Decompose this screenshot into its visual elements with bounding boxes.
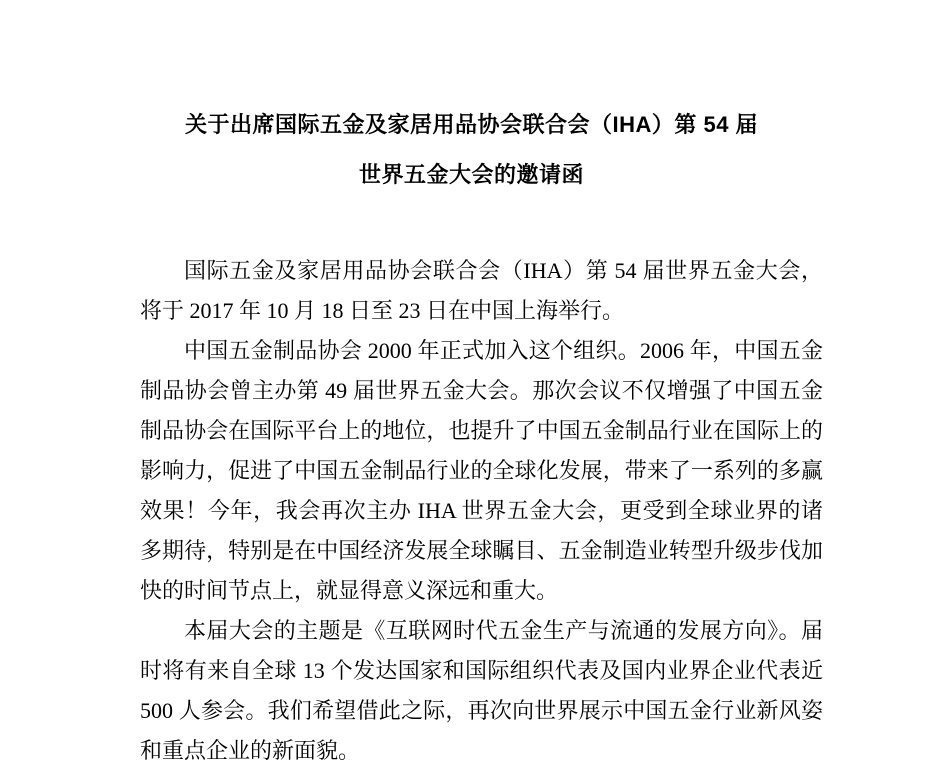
paragraph-2: 中国五金制品协会 2000 年正式加入这个组织。2006 年，中国五金制品协会曾主办第 49 届世界五金大会。那次会议不仅增强了中国五金制品协会在国际平台上的地位，也提升了中国五金制品行业在国际上的影响力，促进了中国五金制品行业的全球化发展，带来了一系列的多赢效果！今年，我会再次主办 IHA 世界五金大会，更受到全球业界的诸多期待，特别是在中国经济发展全球瞩目、五金制造业转型升级步伐加快的时间节点上，就显得意义深远和重大。 [140,338,823,603]
document-title [0,100,943,200]
document-title-line-2: 世界五金大会的邀请函 [358,162,584,187]
paragraph-1: 国际五金及家居用品协会联合会（IHA）第 54 届世界五金大会，将于 2017 年 10 月 18 日至 23 日在中国上海举行。 [140,258,823,323]
document-title-line-1: 关于出席国际五金及家居用品协会联合会（IHA）第 54 届 [184,112,759,137]
paragraph-3: 本届大会的主题是《互联网时代五金生产与流通的发展方向》。届时将有来自全球 13 个发达国家和国际组织代表及国内业界企业代表近 500 人参会。我们希望借此之际，再次向世界展示中国五金行业新风姿和重点企业的新面貌。 [140,618,823,763]
document-body [140,251,823,771]
